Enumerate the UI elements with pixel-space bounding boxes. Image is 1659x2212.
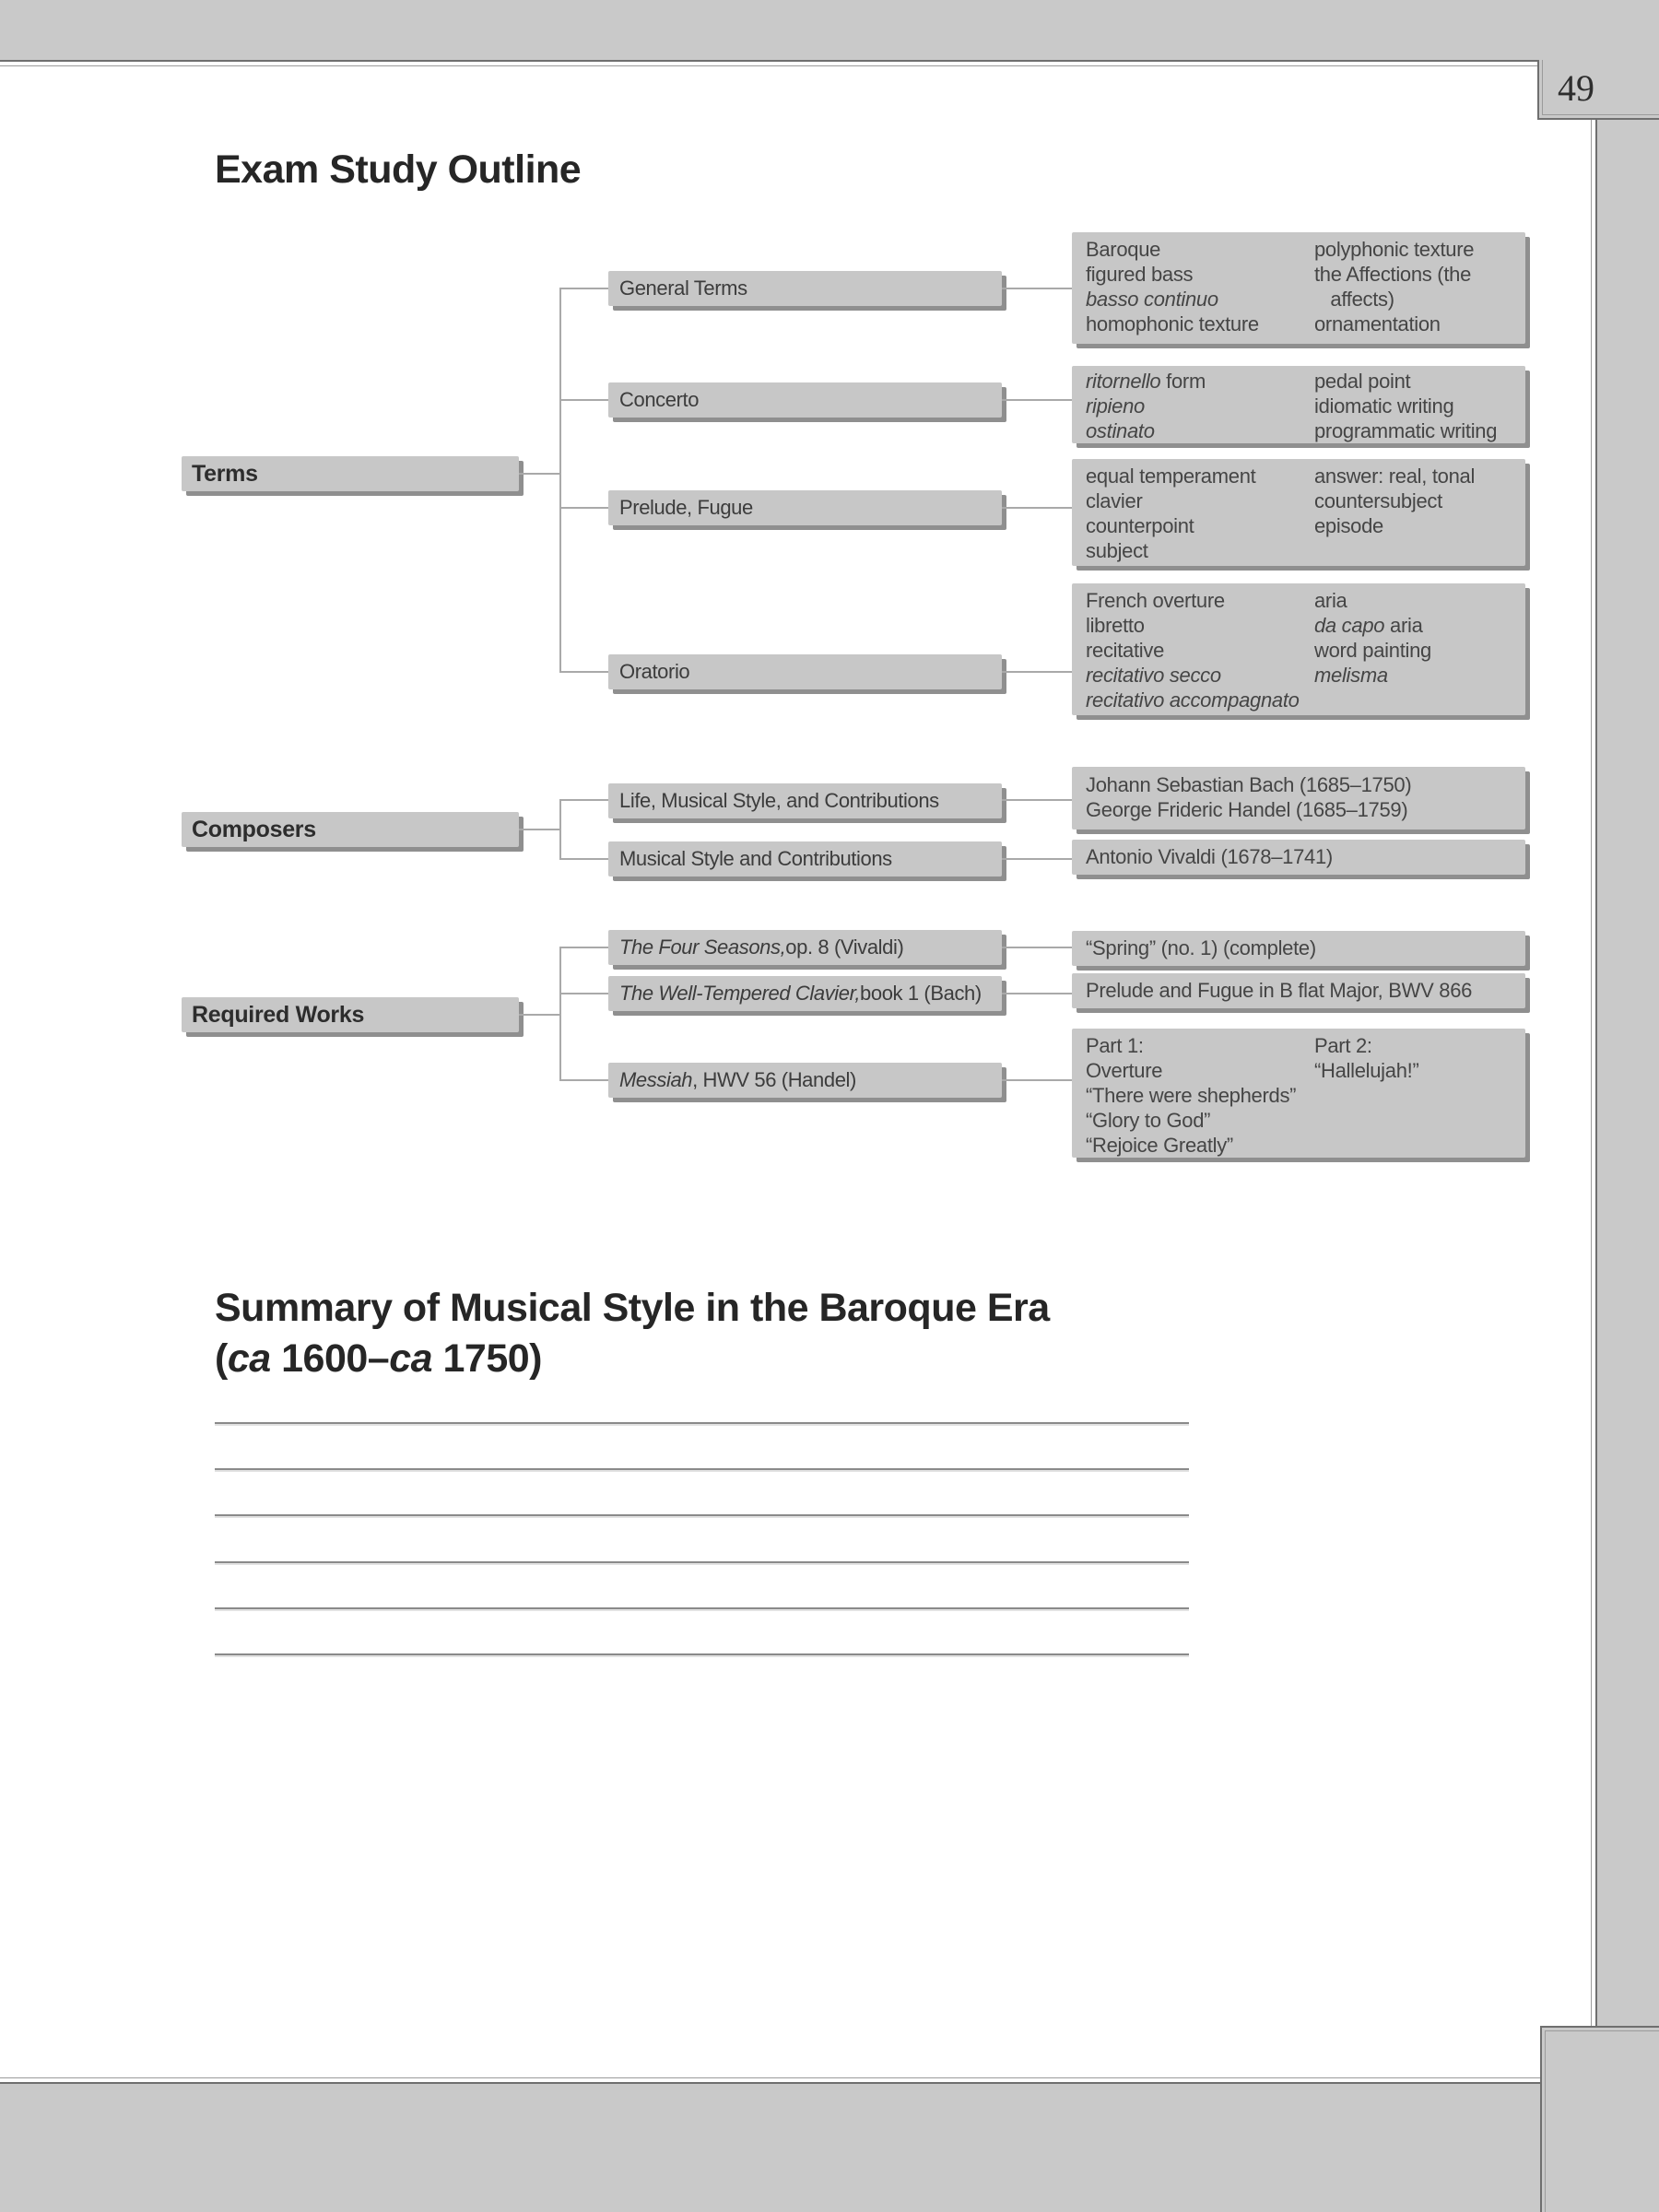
detail-box-prelude-fugue [1072,459,1525,566]
detail-concerto-right: pedal point idiomatic writing programmatic writing [1314,370,1498,442]
summary-heading-line2: (ca 1600–ca 1750) [215,1336,542,1381]
ruled-line [215,1561,1189,1563]
detail-box-bach-handel: Johann Sebastian Bach (1685–1750) George Frideric Handel (1685–1759) [1072,767,1525,830]
detail-general-terms-left: Baroque figured bass basso continuo homophonic texture [1086,238,1259,335]
ruled-line [215,1422,1189,1424]
detail-box-vivaldi: Antonio Vivaldi (1678–1741) [1072,840,1525,875]
summary-heading-line1: Summary of Musical Style in the Baroque Era [215,1286,1050,1330]
ruled-line [215,1514,1189,1516]
connector-branch [1002,399,1072,401]
connector-branch [1002,858,1072,860]
detail-general-terms-right: polyphonic texture the Affections (the affects) ornamentation [1314,238,1475,335]
detail-oratorio-right: aria da capo aria word painting melisma [1314,589,1431,687]
connector-branch [559,288,610,289]
tree-label-composers: Composers [182,812,519,847]
ruled-line [215,1607,1189,1609]
topic-box-life-style: Life, Musical Style, and Contributions [608,783,1002,818]
topic-box-well-tempered: The Well-Tempered Clavier, book 1 (Bach) [608,976,1002,1011]
connector-branch [1002,288,1072,289]
connector-branch [1002,1079,1072,1081]
connector-branch [559,671,610,673]
detail-box-oratorio [1072,583,1525,715]
topic-box-general-terms: General Terms [608,271,1002,306]
tree-label-terms: Terms [182,456,519,491]
ruled-line [215,1468,1189,1470]
detail-prelude-fugue-right: answer: real, tonal countersubject episode [1314,465,1476,537]
detail-concerto-left: ritornello form ripieno ostinato [1086,370,1206,442]
connector-branch [559,399,610,401]
connector-required-trunk [559,947,561,1081]
detail-box-general-terms [1072,232,1525,344]
connector-branch [1002,993,1072,994]
detail-box-messiah-parts [1072,1029,1525,1158]
topic-box-style-contrib: Musical Style and Contributions [608,841,1002,877]
topic-box-four-seasons: The Four Seasons, op. 8 (Vivaldi) [608,930,1002,965]
topic-box-concerto: Concerto [608,382,1002,418]
detail-oratorio-left: French overture libretto recitative recitativo secco recitativo accompagnato [1086,589,1300,712]
connector-branch [1002,507,1072,509]
connector-branch [559,799,610,801]
topic-box-oratorio: Oratorio [608,654,1002,689]
detail-messiah-part1: Part 1: Overture “There were shepherds” “Glory to God” “Rejoice Greatly” [1086,1034,1297,1157]
connector-branch [559,1079,610,1081]
connector-terms-trunk [559,288,561,673]
page-bottom-right-notch [1540,2026,1659,2212]
topic-box-messiah: Messiah , HWV 56 (Handel) [608,1063,1002,1098]
connector-required-label [519,1014,561,1016]
connector-branch [1002,671,1072,673]
page-title: Exam Study Outline [215,147,582,192]
connector-branch [559,947,610,948]
connector-branch [1002,947,1072,948]
detail-box-concerto [1072,366,1525,443]
connector-terms-label [519,473,561,475]
connector-composers-trunk [559,799,561,860]
connector-branch [559,858,610,860]
connector-branch [559,993,610,994]
ruled-line [215,1653,1189,1655]
detail-prelude-fugue-left: equal temperament clavier counterpoint subject [1086,465,1256,562]
detail-box-prelude-bwv: Prelude and Fugue in B flat Major, BWV 866 [1072,973,1525,1008]
detail-messiah-part2: Part 2: “Hallelujah!” [1314,1034,1419,1082]
detail-box-spring: “Spring” (no. 1) (complete) [1072,931,1525,966]
connector-composers-label [519,829,561,830]
page-number: 49 [1558,67,1594,109]
tree-label-required-works: Required Works [182,997,519,1032]
connector-branch [559,507,610,509]
topic-box-prelude-fugue: Prelude, Fugue [608,490,1002,525]
connector-branch [1002,799,1072,801]
summary-heading [215,1283,1050,1384]
